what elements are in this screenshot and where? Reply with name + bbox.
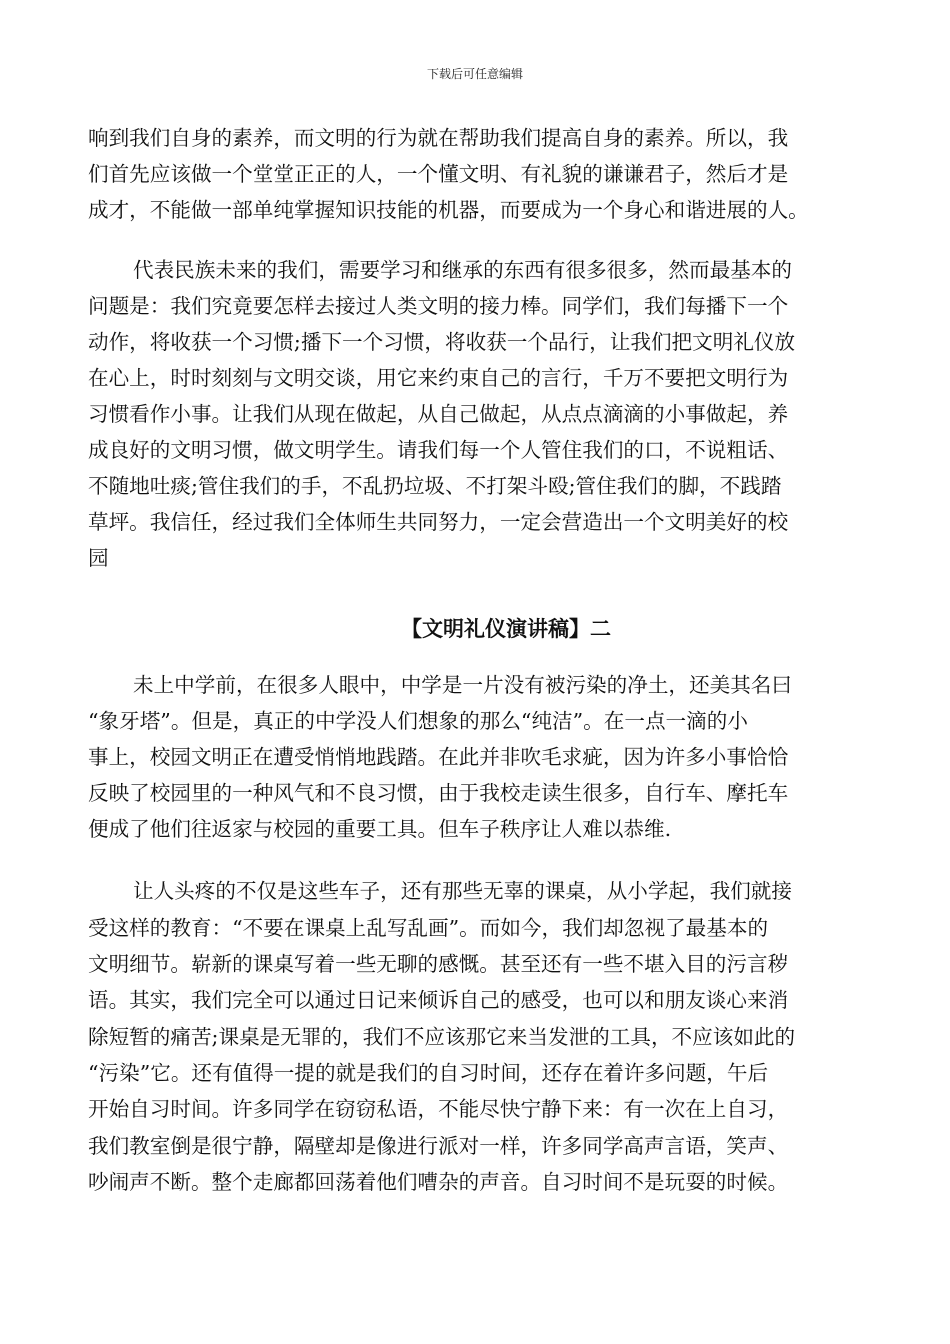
paragraph-1-line-1: 响到我们自身的素养，而文明的行为就在帮助我们提高自身的素养。所以，我 (88, 126, 789, 150)
paragraph-2-line-2: 问题是：我们究竟要怎样去接过人类文明的接力棒。同学们，我们每播下一个 (88, 294, 789, 318)
paragraph-3-line-5: 便成了他们往返家与校园的重要工具。但车子秩序让人难以恭维. (88, 817, 672, 841)
section-heading: 【文明礼仪演讲稿】二 (401, 616, 611, 641)
paragraph-3-line-4: 反映了校园里的一种风气和不良习惯，由于我校走读生很多，自行车、摩托车 (88, 781, 789, 805)
paragraph-2-line-1: 代表民族未来的我们，需要学习和继承的东西有很多很多，然而最基本的 (133, 258, 792, 282)
page-header-note: 下载后可任意编辑 (426, 67, 523, 81)
paragraph-3-line-2: “象牙塔”。但是，真正的中学没人们想象的那么“纯洁”。在一点一滴的小 (88, 709, 748, 733)
paragraph-2-line-3: 动作，将收获一个习惯;播下一个习惯，将收获一个品行，让我们把文明礼仪放 (88, 330, 796, 354)
paragraph-1-line-3: 成才，不能做一部单纯掌握知识技能的机器，而要成为一个身心和谐进展的人。 (88, 198, 809, 222)
paragraph-2-line-5: 习惯看作小事。让我们从现在做起，从自己做起，从点点滴滴的小事做起，养 (88, 402, 789, 426)
paragraph-3-line-3: 事上，校园文明正在遭受悄悄地践踏。在此并非吹毛求疵，因为许多小事恰恰 (88, 745, 789, 769)
paragraph-2-line-4: 在心上，时时刻刻与文明交谈，用它来约束自己的言行，千万不要把文明行为 (88, 366, 789, 390)
paragraph-4-line-7: 开始自习时间。许多同学在窃窃私语，不能尽快宁静下来：有一次在上自习， (88, 1097, 789, 1121)
paragraph-4-line-6: “污染”它。还有值得一提的就是我们的自习时间，还存在着许多问题，午后 (88, 1061, 769, 1085)
paragraph-4-line-8: 我们教室倒是很宁静，隔壁却是像进行派对一样，许多同学高声言语，笑声、 (88, 1134, 789, 1158)
paragraph-2-line-6: 成良好的文明习惯，做文明学生。请我们每一个人管住我们的口，不说粗话、 (88, 438, 789, 462)
paragraph-3-line-1: 未上中学前，在很多人眼中，中学是一片没有被污染的净土，还美其名曰 (133, 673, 792, 697)
paragraph-2-line-7: 不随地吐痰;管住我们的手，不乱扔垃圾、不打架斗殴;管住我们的脚，不践踏 (88, 474, 782, 498)
paragraph-1-line-2: 们首先应该做一个堂堂正正的人，一个懂文明、有礼貌的谦谦君子，然后才是 (88, 162, 789, 186)
paragraph-4-line-2: 受这样的教育：“不要在课桌上乱写乱画”。而如今，我们却忽视了最基本的 (88, 916, 769, 940)
paragraph-4-line-1: 让人头疼的不仅是这些车子，还有那些无辜的课桌，从小学起，我们就接 (133, 879, 792, 903)
paragraph-4-line-9: 吵闹声不断。整个走廊都回荡着他们嘈杂的声音。自习时间不是玩耍的时候。 (88, 1170, 789, 1194)
paragraph-4-line-3: 文明细节。崭新的课桌写着一些无聊的感慨。甚至还有一些不堪入目的污言秽 (88, 952, 789, 976)
paragraph-2-line-8: 草坪。我信任，经过我们全体师生共同努力，一定会营造出一个文明美好的校 (88, 510, 789, 534)
paragraph-4-line-5: 除短暂的痛苦;课桌是无罪的，我们不应该那它来当发泄的工具，不应该如此的 (88, 1025, 796, 1049)
paragraph-4-line-4: 语。其实，我们完全可以通过日记来倾诉自己的感受，也可以和朋友谈心来消 (88, 988, 789, 1012)
paragraph-2-line-9: 园 (88, 546, 109, 570)
